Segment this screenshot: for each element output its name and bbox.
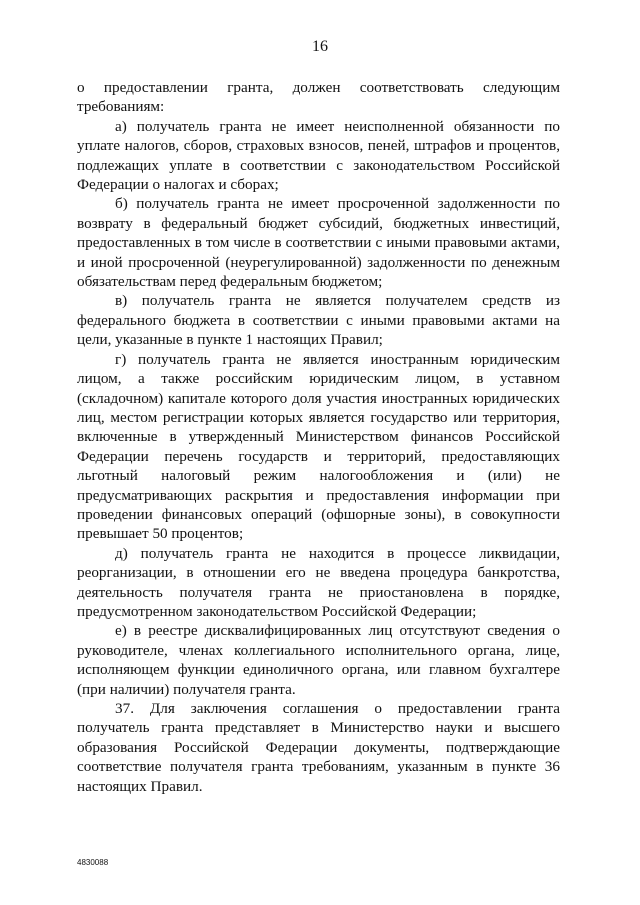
paragraph-v-other-funds: в) получатель гранта не является получателем средств из федерального бюджета в соответствии с иными правовыми актами на цели, указанные в пункте 1 настоящих Правил; xyxy=(77,292,560,349)
paragraph-e-disqualified-registry: е) в реестре дисквалифицированных лиц отсутствуют сведения о руководителе, членах коллегиального исполнительного органа, лице, исполняющем функции единоличного органа, или главном бухгалтере (при наличии) получателя гранта. xyxy=(77,622,560,698)
paragraph-d-liquidation: д) получатель гранта не находится в процессе ликвидации, реорганизации, в отношении его не введена процедура банкротства, деятельность получателя гранта не приостановлена в порядке, предусмотренном законодательством Российской Федерации; xyxy=(77,544,560,620)
paragraph-37-agreement: 37. Для заключения соглашения о предоставлении гранта получатель гранта представляет в Министерство науки и высшего образования Российской Федерации документы, подтверждающие соответствие получателя гранта требованиям, указанным в пункте 36 настоящих Правил. xyxy=(77,700,560,795)
page-number: 16 xyxy=(312,38,328,55)
body-text xyxy=(77,78,560,796)
paragraph-g-foreign-entity: г) получатель гранта не является иностранным юридическим лицом, а также российским юридическим лицом, в уставном (складочном) капитале которого доля участия иностранных юридических лиц, местом регистрации которых является государство или территория, включенные в утвержденный Министерством финансов Российской Федерации перечень государств и территорий, предоставляющих льготный налоговый режим налогообложения и (или) не предусматривающих раскрытия и предоставления информации при проведении финансовых операций (офшорные зоны), в совокупности превышает 50 процентов; xyxy=(77,350,560,543)
paragraph-intro-continuation: о предоставлении гранта, должен соответствовать следующим требованиям: xyxy=(77,79,560,116)
document-code: 4830088 xyxy=(77,858,109,867)
paragraph-b-overdue-debt: б) получатель гранта не имеет просроченной задолженности по возврату в федеральный бюджет субсидий, бюджетных инвестиций, предоставленных в том числе в соответствии с иными правовыми актами, и иной просроченной (неурегулированной) задолженности по денежным обязательствам перед федеральным бюджетом; xyxy=(77,195,560,291)
paragraph-a-taxes: а) получатель гранта не имеет неисполненной обязанности по уплате налогов, сборов, страховых взносов, пеней, штрафов и процентов, подлежащих уплате в соответствии с законодательством Российской Федерации о налогах и сборах; xyxy=(77,117,560,194)
